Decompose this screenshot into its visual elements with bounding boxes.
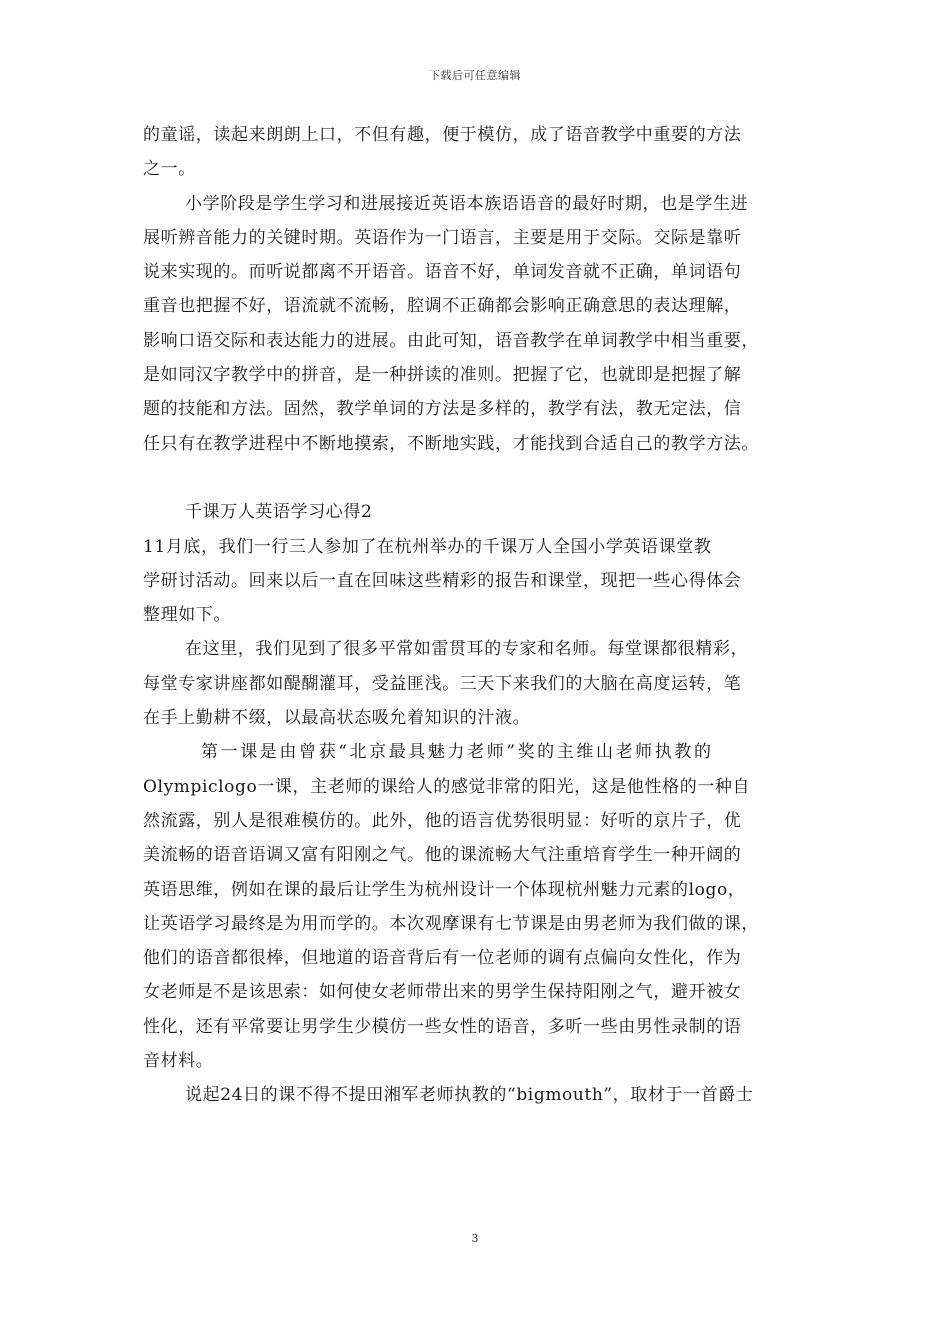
text-line: 音材料。 bbox=[143, 1051, 214, 1072]
page-header: 下载后可任意编辑 bbox=[429, 69, 521, 82]
text-line: 英语思维，例如在课的最后让学生为杭州设计一个体现杭州魅力元素的logo， bbox=[143, 879, 746, 900]
text-line: 说来实现的。而听说都离不开语音。语音不好，单词发音就不正确，单词语句 bbox=[143, 262, 742, 283]
text-line: 之一。 bbox=[143, 159, 196, 180]
paragraph-start: 第一课是由曾获“北京最具魅力老师”奖的主维山老师执教的 bbox=[201, 742, 714, 763]
text-line: 学研讨活动。回来以后一直在回味这些精彩的报告和课堂，现把一些心得体会 bbox=[143, 570, 742, 591]
text-line: 然流露，别人是很难模仿的。此外，他的语言优势很明显：好听的京片子，优 bbox=[143, 810, 742, 831]
text-line: 每堂专家讲座都如醍醐灌耳，受益匪浅。三天下来我们的大脑在高度运转，笔 bbox=[143, 673, 742, 694]
paragraph-start: 说起24日的课不得不提田湘军老师执教的“bigmouth”，取材于一首爵士 bbox=[185, 1085, 754, 1106]
text-line: 展听辨音能力的关键时期。英语作为一门语言，主要是用于交际。交际是靠听 bbox=[143, 227, 742, 248]
text-line: 性化，还有平常要让男学生少模仿一些女性的语音，多听一些由男性录制的语 bbox=[143, 1016, 742, 1037]
page-number: 3 bbox=[471, 1232, 479, 1245]
text-line: 他们的语音都很棒，但地道的语音背后有一位老师的调有点偏向女性化，作为 bbox=[143, 948, 742, 969]
text-line: Olympiclogo一课，主老师的课给人的感觉非常的阳光，这是他性格的一种自 bbox=[143, 776, 751, 797]
text-line: 在手上勤耕不缀，以最高状态吸允着知识的汁液。 bbox=[143, 708, 531, 729]
paragraph-start: 小学阶段是学生学习和进展接近英语本族语语音的最好时期，也是学生进 bbox=[185, 193, 749, 214]
document-body bbox=[143, 118, 823, 1113]
text-line: 女老师是不是该思索：如何使女老师带出来的男学生保持阳刚之气，避开被女 bbox=[143, 982, 742, 1003]
text-line: 让英语学习最终是为用而学的。本次观摩课有七节课是由男老师为我们做的课， bbox=[143, 913, 759, 934]
text-line: 美流畅的语音语调又富有阳刚之气。他的课流畅大气注重培育学生一种开阔的 bbox=[143, 845, 742, 866]
text-line: 的童谣，读起来朗朗上口，不但有趣，便于模仿，成了语音教学中重要的方法 bbox=[143, 125, 742, 145]
text-line: 整理如下。 bbox=[143, 605, 231, 626]
paragraph-gap bbox=[143, 461, 823, 495]
text-line: 重音也把握不好，语流就不流畅，腔调不正确都会影响正确意思的表达理解， bbox=[143, 296, 742, 317]
text-line: 题的技能和方法。固然，教学单词的方法是多样的，教学有法，教无定法，信 bbox=[143, 399, 742, 420]
section-heading: 千课万人英语学习心得2 bbox=[185, 502, 373, 523]
paragraph-start: 在这里，我们见到了很多平常如雷贯耳的专家和名师。每堂课都很精彩， bbox=[185, 639, 749, 660]
text-line: 任只有在教学进程中不断地摸索，不断地实践，才能找到合适自己的教学方法。 bbox=[143, 433, 759, 454]
text-line: 是如同汉字教学中的拼音，是一种拼读的准则。把握了它，也就即是把握了解 bbox=[143, 365, 742, 386]
text-line: 影响口语交际和表达能力的进展。由此可知，语音教学在单词教学中相当重要， bbox=[143, 330, 759, 351]
paragraph-start: 11月底，我们一行三人参加了在杭州举办的千课万人全国小学英语课堂教 bbox=[143, 536, 712, 557]
